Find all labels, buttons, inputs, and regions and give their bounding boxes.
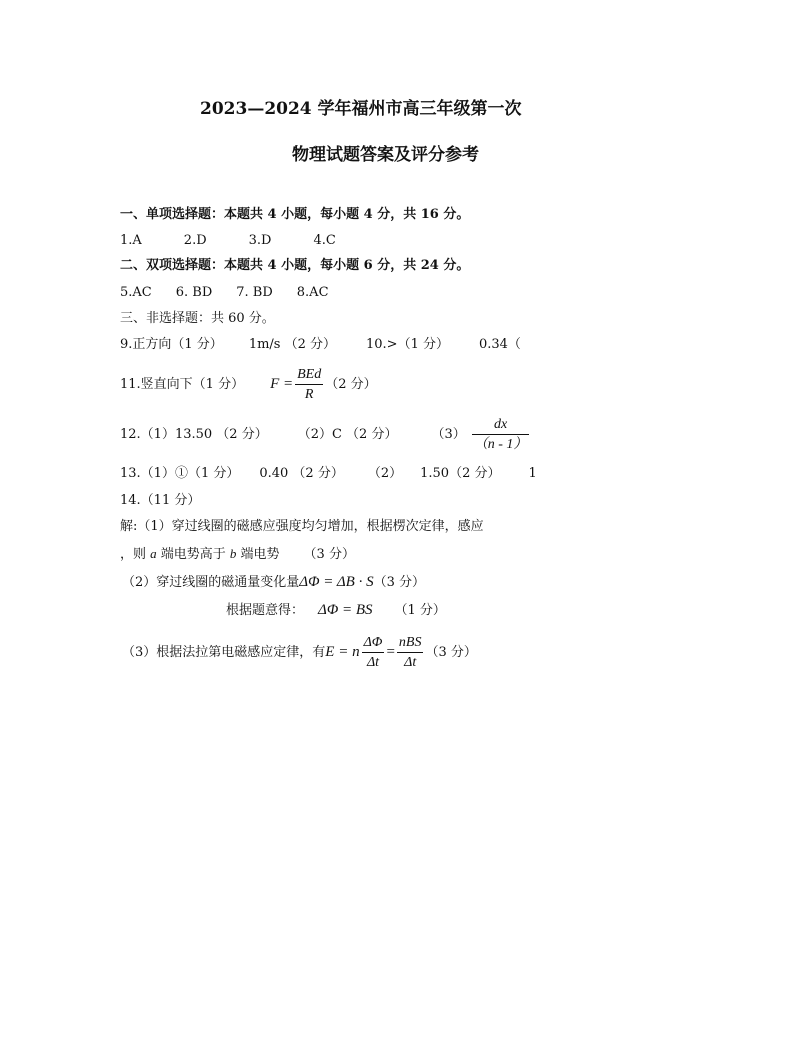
q14-sol3-eq: = (386, 644, 395, 660)
section2-heading: 二、双项选择题：本题共 4 小题，每小题 6 分，共 24 分。 (120, 258, 470, 273)
section3-heading: 三、非选择题：共 60 分。 (120, 311, 275, 326)
q14-label: 14.（11 分） (120, 493, 201, 508)
q11-score: （2 分） (325, 377, 377, 392)
q14-solution-2 (122, 574, 425, 591)
answer-1: 1.A (120, 233, 142, 248)
answer-3: 3.D (248, 233, 272, 248)
q9-q10-line (120, 337, 521, 353)
q14-sol2b-text: 根据题意得： (226, 603, 305, 618)
document-subtitle: 物理试题答案及评分参考 (292, 145, 479, 165)
q11-lhs: F = (270, 376, 294, 392)
answer-2: 2.D (183, 233, 207, 248)
q14-solution-2b (226, 602, 446, 619)
q14-sol3-fraction-2 (397, 634, 424, 671)
q11-line (120, 366, 377, 403)
q12-numerator: dx (472, 416, 530, 435)
q11-numerator: BEd (295, 366, 323, 385)
q12-part3: （3） (431, 427, 466, 442)
q14-solution-3 (122, 634, 477, 671)
q13-part3: （2） (367, 466, 403, 481)
q12-fraction (472, 416, 530, 453)
q13-part1: 13.（1）①（1 分） (120, 466, 240, 481)
q12-part1: 12.（1）13.50 （2 分） (120, 427, 268, 442)
q14-sol3-lhs: E = n (325, 644, 360, 660)
q10-part2: 0.34（ (478, 337, 521, 352)
answer-4: 4.C (313, 233, 336, 248)
section1-heading: 一、单项选择题：本题共 4 小题，每小题 4 分，共 16 分。 (120, 207, 470, 222)
answer-8: 8.AC (296, 285, 329, 300)
q14-sol1b-post: 端电势 (236, 547, 280, 562)
q14-sol3-den2: Δt (404, 655, 417, 670)
answer-5: 5.AC (120, 285, 152, 300)
q11-denominator: R (304, 387, 314, 402)
q12-part2: （2）C （2 分） (297, 427, 398, 442)
q14-sol3-num1: ΔΦ (362, 634, 385, 653)
q12-denominator: （n - 1） (473, 437, 528, 452)
q14-sol1b-mid: 端电势高于 (156, 547, 230, 562)
q10-part1: 10.>（1 分） (366, 337, 449, 352)
q13-part5: 1 (528, 466, 537, 481)
q14-sol3-text: （3）根据法拉第电磁感应定律，有 (122, 645, 326, 660)
document-title: 2023—2024 学年福州市高三年级第一次 (200, 99, 522, 119)
q13-part4: 1.50（2 分） (420, 466, 501, 481)
q14-sol1b-score: （3 分） (303, 547, 355, 562)
q13-part2: 0.40 （2 分） (259, 466, 344, 481)
q14-solution-1: 解:（1）穿过线圈的磁感应强度均匀增加，根据楞次定律，感应 (120, 519, 484, 534)
q14-var-a: a (150, 546, 157, 561)
q14-sol2-eq: ΔΦ = ΔB · S (299, 574, 374, 590)
q14-sol2b-eq: ΔΦ = BS (318, 602, 373, 618)
q11-fraction (295, 366, 323, 403)
q14-sol2-score: （3 分） (373, 575, 425, 590)
q11-label: 11.竖直向下（1 分） (120, 377, 245, 392)
q14-solution-1b (120, 546, 355, 563)
answer-6: 6. BD (175, 285, 213, 300)
section2-answers (120, 285, 329, 301)
q14-sol2-text: （2）穿过线圈的磁通量变化量 (122, 575, 300, 590)
q14-sol3-fraction-1 (362, 634, 385, 671)
q14-sol3-score: （3 分） (425, 645, 477, 660)
q12-line (120, 416, 531, 453)
q14-sol1b-pre: ，则 (120, 547, 151, 562)
section1-answers (120, 233, 336, 249)
q9-part1: 9.正方向（1 分） (120, 337, 223, 352)
q14-sol2b-score: （1 分） (394, 603, 446, 618)
q13-line (120, 466, 537, 482)
q14-sol3-num2: nBS (397, 634, 424, 653)
answer-7: 7. BD (236, 285, 273, 300)
q14-var-b: b (229, 546, 237, 561)
q9-part2: 1m/s （2 分） (248, 337, 336, 352)
q14-sol3-den1: Δt (366, 655, 380, 670)
